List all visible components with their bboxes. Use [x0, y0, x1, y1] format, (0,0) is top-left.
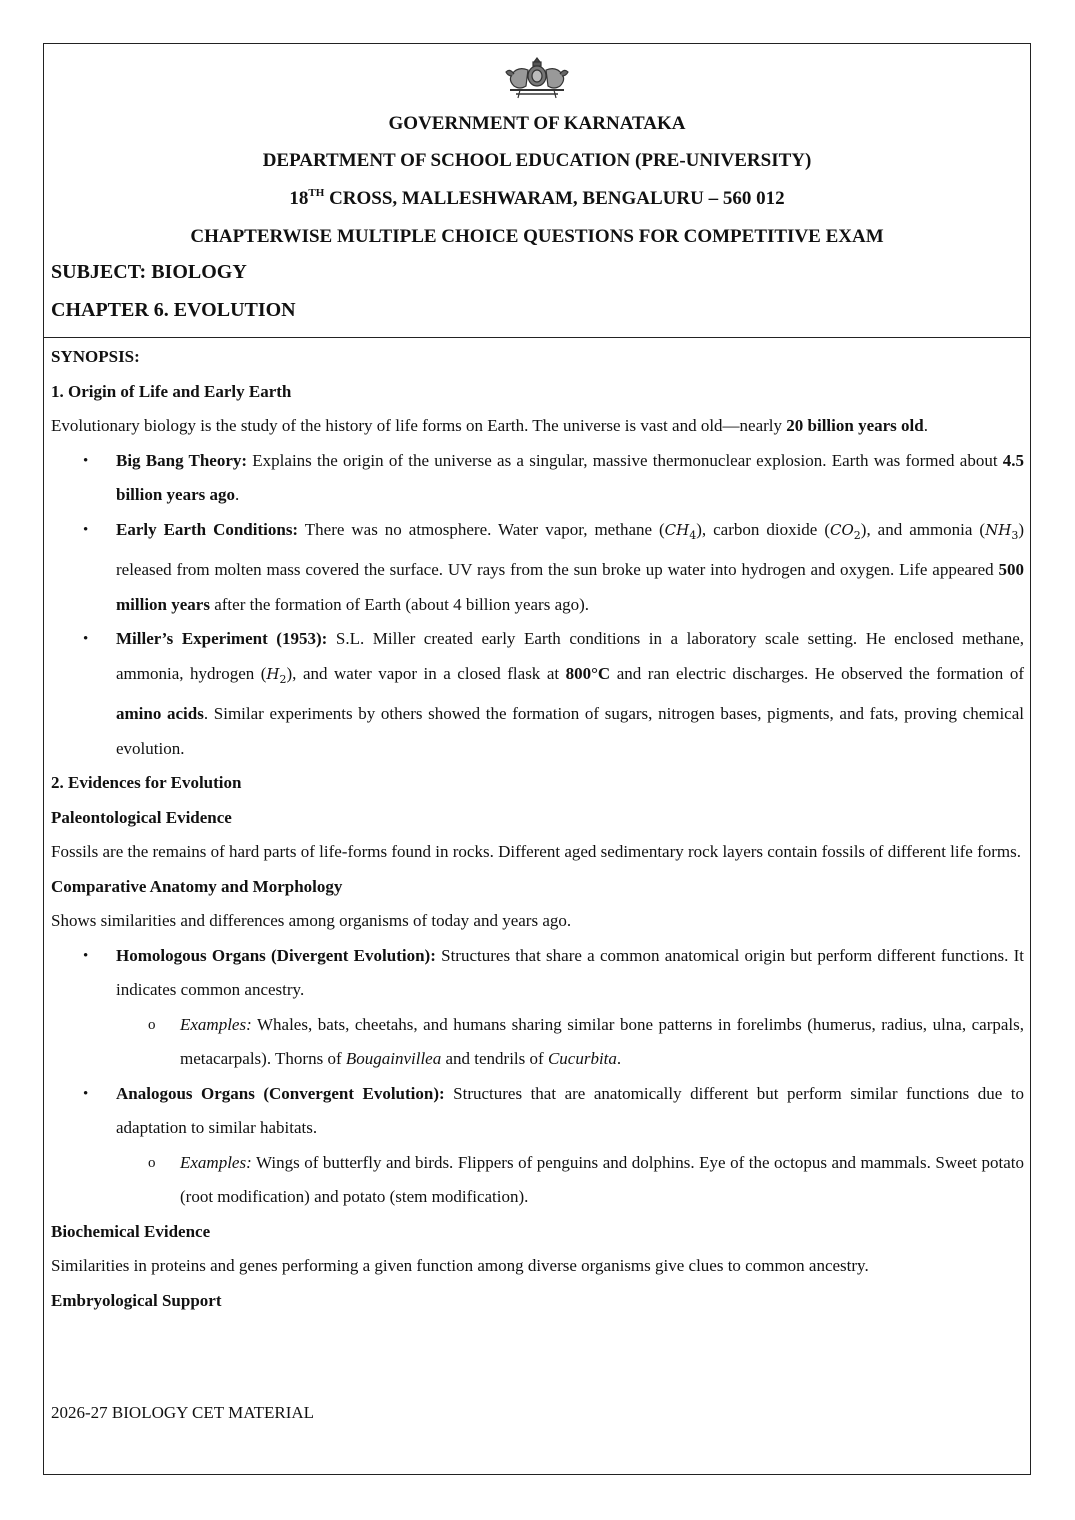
section-2-title: 2. Evidences for Evolution — [51, 773, 242, 792]
early-earth-label: Early Earth Conditions: — [116, 519, 299, 539]
section-1-title: 1. Origin of Life and Early Earth — [51, 381, 292, 401]
miller-text-b: ), and water vapor in a closed flask at — [286, 663, 566, 683]
paleo-text: Fossils are the remains of hard parts of life-forms found in rocks. Different aged sedimentary rock layers contain fossils of different life forms. — [51, 842, 1021, 861]
early-earth-text-c: ), and ammonia ( — [860, 519, 986, 539]
homologous-examples-end: . — [616, 1049, 622, 1068]
miller-text-f: . Similar experiments by others showed the formation of sugars, nitrogen bases, pigments, and fats, proving chemical evolution. — [116, 704, 1025, 758]
synopsis-heading: SYNOPSIS: — [51, 347, 140, 366]
header-title: CHAPTERWISE MULTIPLE CHOICE QUESTIONS FOR COMPETITIVE EXAM — [190, 226, 884, 247]
paleo-title: Paleontological Evidence — [51, 807, 232, 827]
formula-nh3 — [985, 520, 1019, 542]
analogous-label: Analogous Organs (Convergent Evolution): — [116, 1083, 445, 1103]
big-bang-label: Big Bang Theory: — [116, 450, 248, 470]
analogous-examples-label: Examples: — [180, 1152, 252, 1172]
karnataka-emblem-icon — [500, 54, 574, 102]
formula-nh3-sub: 3 — [1011, 528, 1019, 542]
list-item-analogous — [51, 1077, 1024, 1146]
big-bang-text: Explains the origin of the universe as a singular, massive thermonuclear explosion. Earth was formed about — [247, 450, 1003, 470]
formula-co2-sub: 2 — [853, 528, 861, 542]
anatomy-text: Shows similarities and differences among organisms of today and years ago. — [51, 911, 572, 930]
page-footer: 2026-27 BIOLOGY CET MATERIAL — [51, 1403, 315, 1422]
bullet-icon: • — [83, 631, 89, 647]
formula-h2 — [266, 664, 287, 686]
subject-label: SUBJECT: BIOLOGY — [51, 261, 247, 283]
list-subitem-analogous-examples — [51, 1146, 1024, 1215]
big-bang-end: . — [235, 485, 240, 504]
early-earth-bold: 500 million years — [116, 560, 1024, 614]
list-item-early-earth — [51, 513, 1024, 623]
intro-text: Evolutionary biology is the study of the history of life forms on Earth. The universe is vast and old—nearly — [51, 416, 787, 435]
header-address — [43, 188, 1031, 210]
early-earth-text-b: ), carbon dioxide ( — [696, 519, 830, 539]
formula-h2-base: H — [266, 664, 280, 683]
homologous-examples-label: Examples: — [180, 1014, 252, 1034]
section-1-intro — [51, 409, 1024, 444]
early-earth-text-f: after the formation of Earth (about 4 billion years ago). — [209, 594, 590, 614]
circle-bullet-icon: o — [148, 1016, 156, 1033]
bullet-icon: • — [83, 452, 89, 469]
miller-label: Miller’s Experiment (1953): — [116, 629, 328, 648]
miller-temperature: 800°C — [565, 663, 611, 683]
formula-ch4-sub: 4 — [689, 528, 697, 542]
circle-bullet-icon: o — [148, 1154, 156, 1171]
miller-text-d: and ran electric discharges. He observed the formation of — [610, 663, 1024, 683]
homologous-examples-text: Whales, bats, cheetahs, and humans sharing similar bone patterns in forelimbs (humerus, radius, ulna, carpals, metacarpals). Thorns of — [180, 1014, 1024, 1068]
analogous-text: Structures that are anatomically different but perform similar functions due to adaptation to similar habitats. — [116, 1083, 1024, 1137]
formula-h2-sub: 2 — [279, 672, 287, 686]
chapter-label: CHAPTER 6. EVOLUTION — [51, 299, 296, 321]
bullet-icon: • — [83, 1085, 89, 1102]
formula-ch4 — [664, 520, 697, 542]
synopsis-content — [51, 340, 1024, 1318]
list-subitem-homologous-examples — [51, 1008, 1024, 1077]
intro-end: . — [923, 416, 928, 435]
bullet-icon: • — [83, 947, 89, 964]
list-item-homologous — [51, 939, 1024, 1008]
header-divider — [43, 337, 1031, 338]
header-government: GOVERNMENT OF KARNATAKA — [388, 113, 686, 134]
bougainvillea: Bougainvillea — [345, 1049, 442, 1068]
homologous-examples-mid: and tendrils of — [441, 1049, 548, 1068]
list-item-miller — [51, 622, 1024, 766]
homologous-label: Homologous Organs (Divergent Evolution): — [116, 945, 436, 965]
formula-co2 — [830, 520, 861, 542]
address-number: 18 — [289, 188, 309, 209]
bullet-icon: • — [83, 521, 89, 538]
anatomy-title: Comparative Anatomy and Morphology — [51, 876, 343, 896]
intro-bold: 20 billion years old — [786, 416, 924, 435]
formula-ch4-base: CH — [664, 520, 690, 539]
early-earth-text-a: There was no atmosphere. Water vapor, methane ( — [298, 519, 665, 539]
miller-amino-acids: amino acids — [116, 704, 204, 723]
big-bang-bold: 4.5 billion years ago — [116, 450, 1025, 504]
formula-nh3-base: NH — [985, 520, 1012, 539]
early-earth-text-d: ) released from molten mass covered the surface. UV rays from the sun broke up water into hydrogen and oxygen. Life appeared — [116, 519, 1024, 579]
list-item-big-bang — [51, 444, 1024, 513]
miller-text-a: S.L. Miller created early Earth conditions in a laboratory scale setting. He enclosed methane, ammonia, hydrogen ( — [116, 629, 1024, 683]
biochemical-title: Biochemical Evidence — [51, 1221, 211, 1241]
header-department: DEPARTMENT OF SCHOOL EDUCATION (PRE-UNIVERSITY) — [262, 150, 812, 171]
analogous-examples-text: Wings of butterfly and birds. Flippers of penguins and dolphins. Eye of the octopus and mammals. Sweet potato (root modification) and potato (stem modification). — [180, 1152, 1024, 1206]
embryological-title: Embryological Support — [51, 1290, 222, 1310]
formula-co2-base: CO — [830, 520, 854, 539]
address-rest: CROSS, MALLESHWARAM, BENGALURU – 560 012 — [324, 188, 785, 209]
cucurbita: Cucurbita — [547, 1049, 617, 1068]
address-superscript: TH — [308, 187, 325, 199]
biochemical-text: Similarities in proteins and genes performing a given function among diverse organisms give clues to common ancestry. — [51, 1256, 869, 1275]
homologous-text: Structures that share a common anatomical origin but perform different functions. It indicates common ancestry. — [116, 945, 1024, 999]
